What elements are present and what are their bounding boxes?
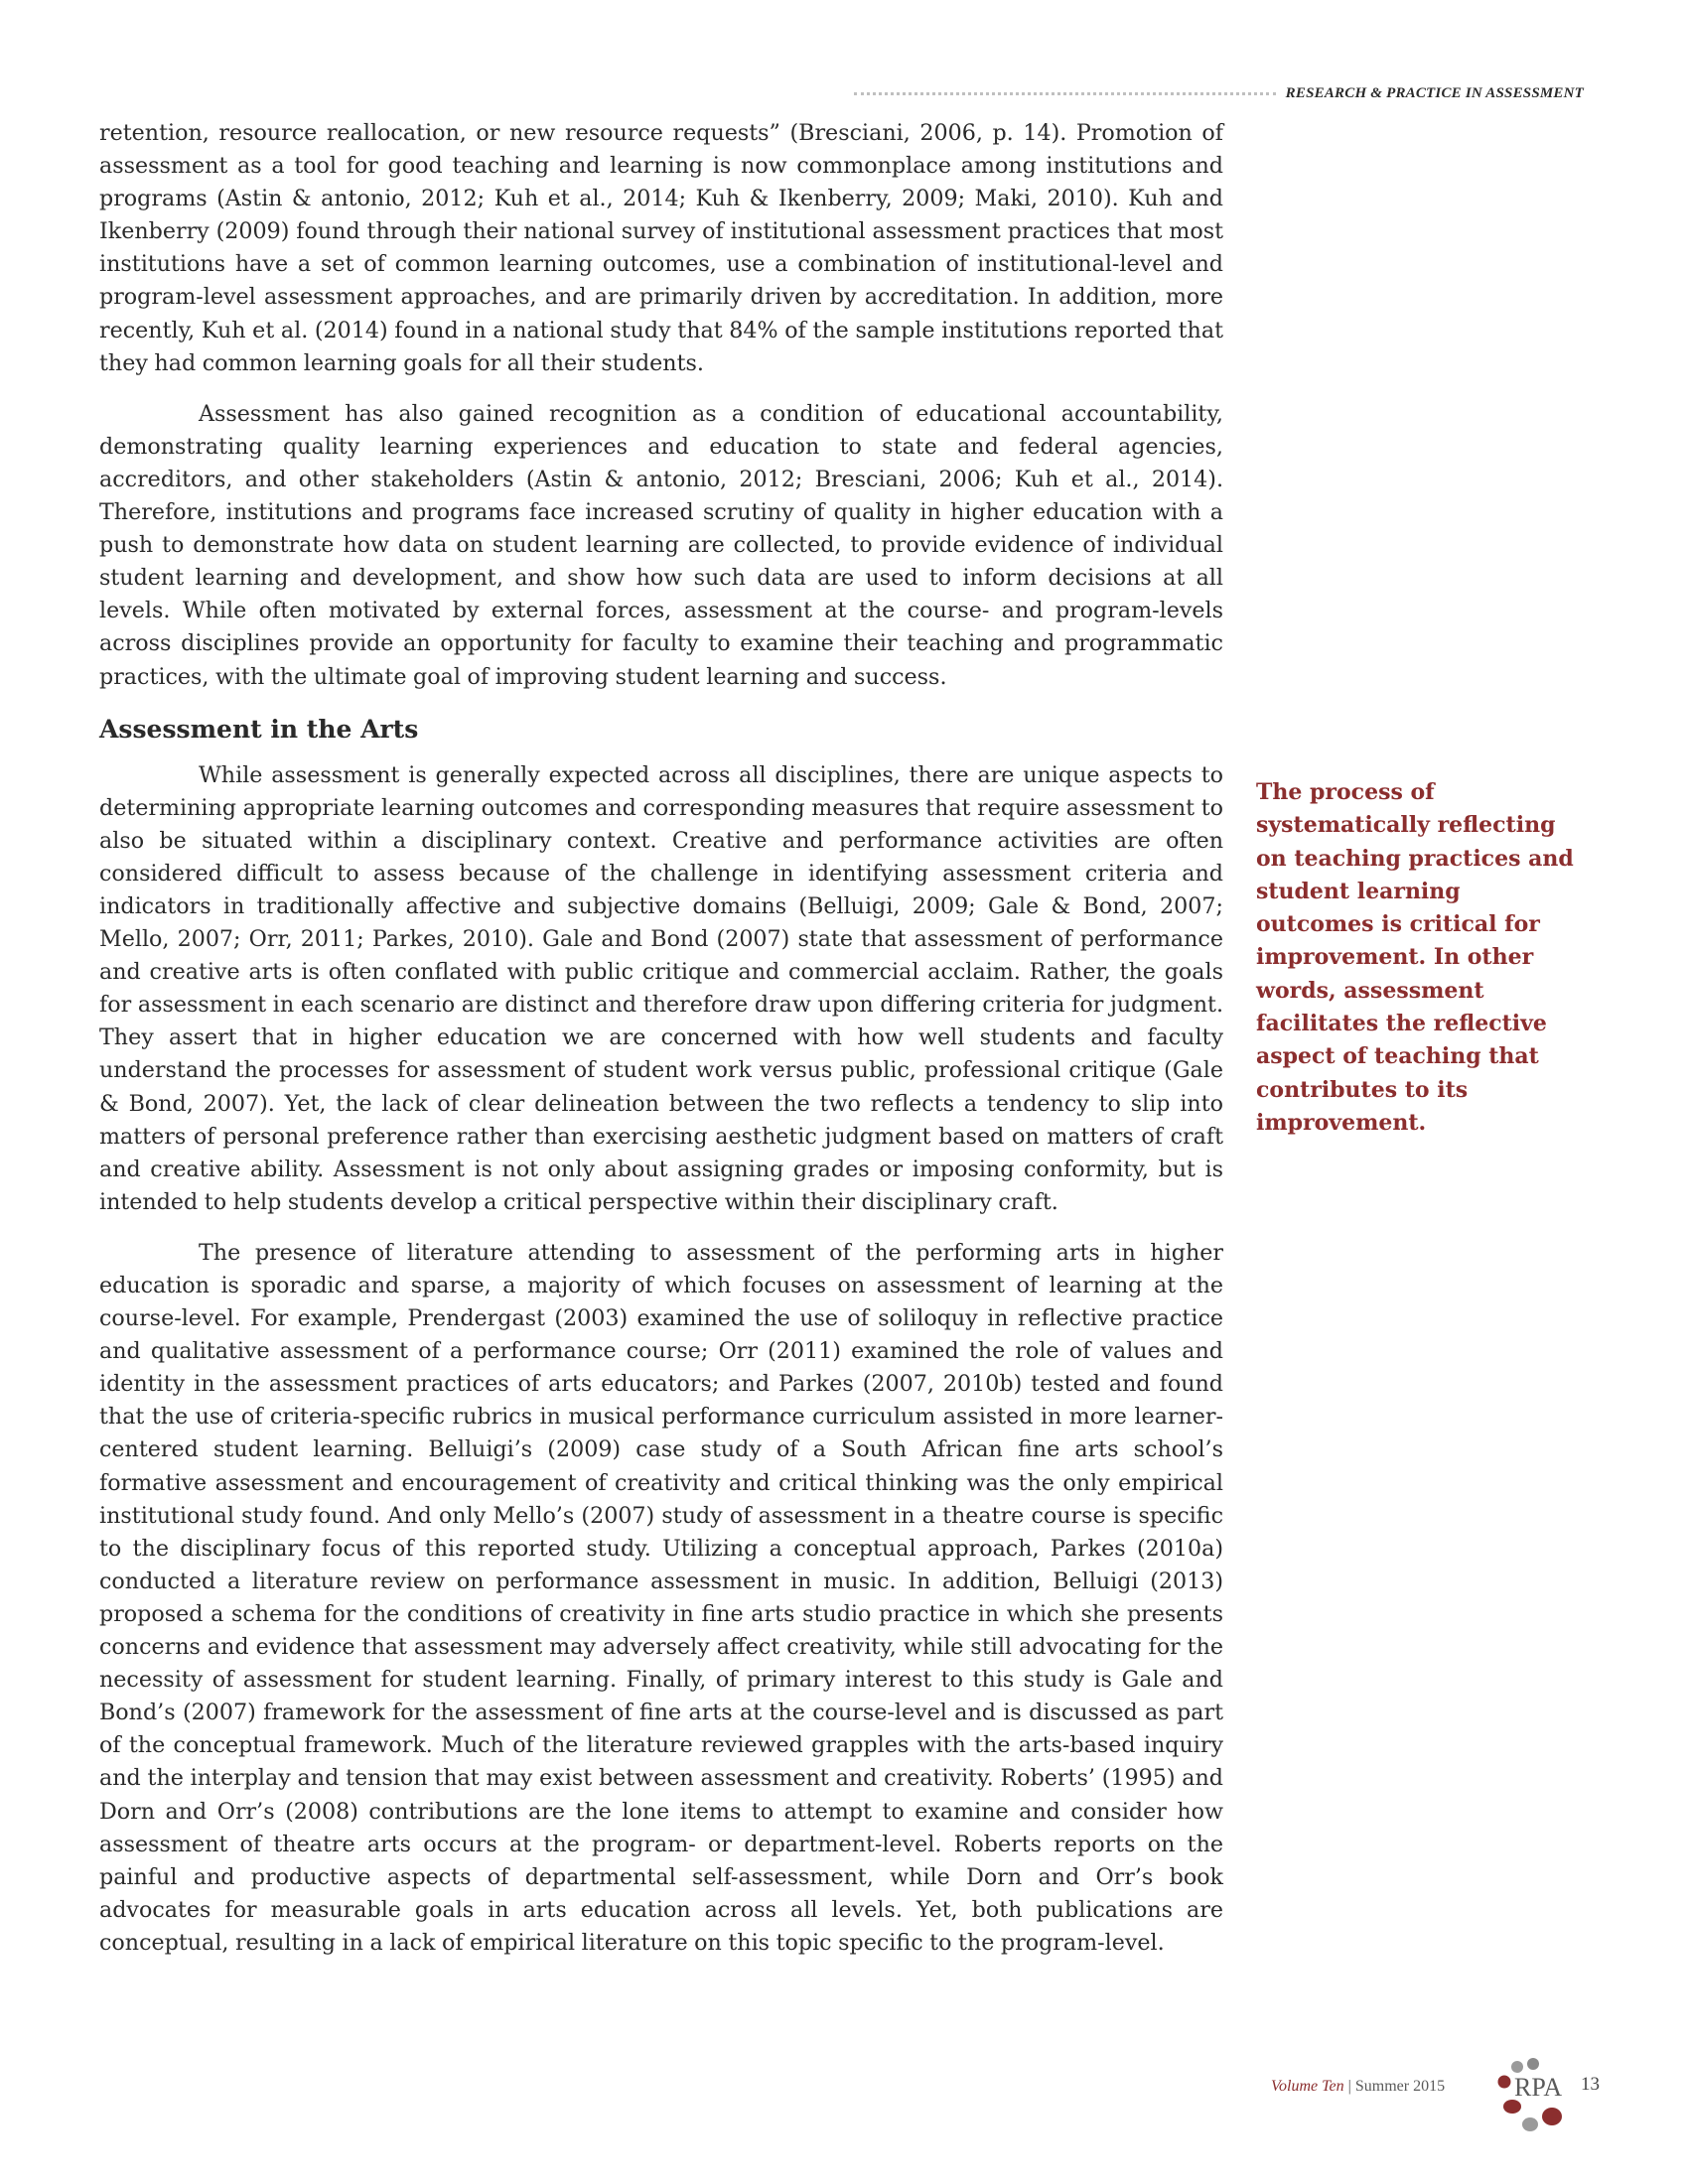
paragraph-literature: The presence of literature attending to assessment of the performing arts in higher education is sporadic and sparse, a majority of which focuses on assessment of learning at the course-level. For example, Prendergast (2003) examined the use of soliloquy in reflective practice and qualitative assessment of a performance course; Orr (2011) examined the role of values and identity in the assessment practices of arts educators; and Parkes (2007, 2010b) tested and found that the use of criteria-specific rubrics in musical performance curriculum assisted in more learner-centered student learning. Belluigi’s (2009) case study of a South African fine arts school’s formative assessment and encouragement of creativity and critical thinking was the only empirical institutional study found. And only Mello’s (2007) study of assessment in a theatre course is specific to the disciplinary focus of this reported study. Utilizing a conceptual approach, Parkes (2010a) conducted a literature review on performance assessment in music. In addition, Belluigi (2013) proposed a schema for the conditions of creativity in fine arts studio practice in which she presents concerns and evidence that assessment may adversely affect creativity, while still advocating for the necessity of assessment for student learning. Finally, of primary interest to this study is Gale and Bond’s (2007) framework for the assessment of fine arts at the course-level and is discussed as part of the conceptual framework. Much of the literature reviewed grapples with the arts-based inquiry and the interplay and tension that may exist between assessment and creativity. Roberts’ (1995) and Dorn and Orr’s (2008) contributions are the lone items to attempt to examine and consider how assessment of theatre arts occurs at the program- or department-level. Roberts reports on the painful and productive aspects of departmental self-assessment, while Dorn and Orr’s book advocates for measurable goals in arts education across all levels. Yet, both publications are conceptual, resulting in a lack of empirical literature on this topic specific to the program-level.: [99, 1239, 1223, 1956]
pull-quote: The process of systematically reflecting on teaching practices and student learning outcomes is critical for improvement. In other words, assessment facilitates the reflective aspect of teaching that contributes to its improvement.: [1256, 779, 1574, 1136]
logo-text: RPA: [1514, 2073, 1563, 2102]
page-footer: [1271, 2055, 1609, 2144]
season-label: Summer 2015: [1354, 2078, 1446, 2095]
page-number: 13: [1581, 2074, 1600, 2095]
issue-separator: |: [1347, 2078, 1351, 2095]
article-body: [99, 117, 1223, 1978]
issue-info: [1271, 2078, 1445, 2096]
paragraph-arts-assessment: While assessment is generally expected across all disciplines, there are unique aspects to determining appropriate learning outcomes and corresponding measures that require assessment to also be situated within a disciplinary context. Creative and performance activities are often considered difficult to assess because of the challenge in identifying assessment criteria and indicators in traditionally affective and subjective domains (Belluigi, 2009; Gale & Bond, 2007; Mello, 2007; Orr, 2011; Parkes, 2010). Gale and Bond (2007) state that assessment of performance and creative arts is often conflated with public critique and commercial acclaim. Rather, the goals for assessment in each scenario are distinct and therefore draw upon differing criteria for judgment. They assert that in higher education we are concerned with how well students and faculty understand the processes for assessment of student work versus public, professional critique (Gale & Bond, 2007). Yet, the lack of clear delineation between the two reflects a tendency to slip into matters of personal preference rather than exercising aesthetic judgment based on matters of craft and creative ability. Assessment is not only about assigning grades or imposing conformity, but is intended to help students develop a critical perspective within their disciplinary craft.: [99, 761, 1223, 1215]
running-header: [854, 81, 1584, 105]
header-dotted-rule: [854, 92, 1276, 95]
section-heading: Assessment in the Arts: [99, 714, 419, 744]
paragraph-accountability: Assessment has also gained recognition as a condition of educational accountability, demonstrating quality learning experiences and education to state and federal agencies, accreditors, and other stakeholders (Astin & antonio, 2012; Bresciani, 2006; Kuh et al., 2014). Therefore, institutions and programs face increased scrutiny of quality in higher education with a push to demonstrate how data on student learning are collected, to provide evidence of individual student learning and development, and show how such data are used to inform decisions at all levels. While often motivated by external forces, assessment at the course- and program-levels across disciplines provide an opportunity for faculty to examine their teaching and programmatic practices, with the ultimate goal of improving student learning and success.: [99, 400, 1223, 690]
rpa-logo-icon: [1484, 2055, 1574, 2144]
volume-label: Volume Ten: [1271, 2078, 1344, 2095]
journal-running-title: RESEARCH & PRACTICE IN ASSESSMENT: [1285, 84, 1584, 101]
paragraph-continued: retention, resource reallocation, or new resource requests” (Bresciani, 2006, p. 14). Promotion of assessment as a tool for good teaching and learning is now commonplace among institutions and programs (Astin & antonio, 2012; Kuh et al., 2014; Kuh & Ikenberry, 2009; Maki, 2010). Kuh and Ikenberry (2009) found through their national survey of institutional assessment practices that most institutions have a set of common learning outcomes, use a combination of institutional-level and program-level assessment approaches, and are primarily driven by accreditation. In addition, more recently, Kuh et al. (2014) found in a national study that 84% of the sample institutions reported that they had common learning goals for all their students.: [99, 120, 1223, 376]
